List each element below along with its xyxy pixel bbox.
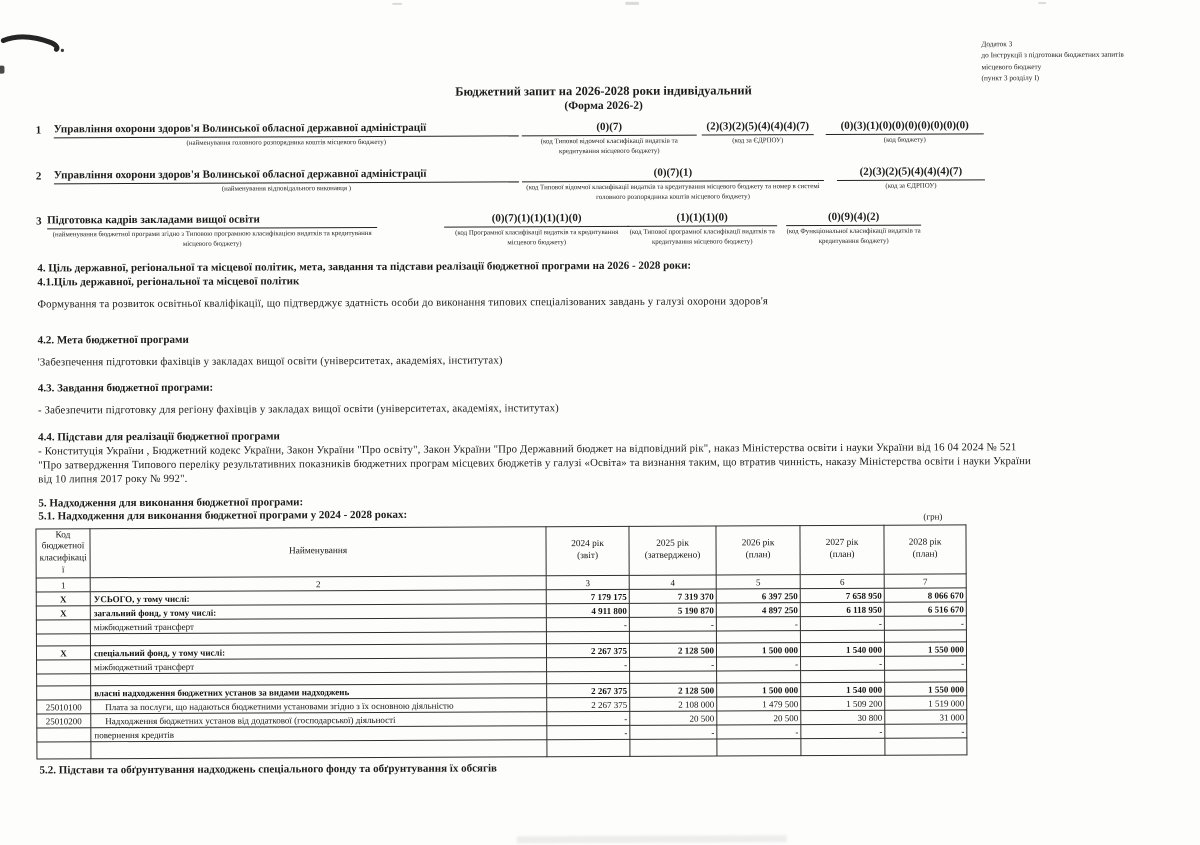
col-header-2024: 2024 рік (звіт) [546,526,629,575]
revenue-table-body [36,588,967,759]
row3-code3-value: (0)(9)(4)(2) [786,211,921,227]
row-1-number: 1 [35,124,42,137]
value-cell [546,631,629,643]
value-cell: - [885,724,967,738]
row2-code2-field [837,165,985,191]
value-cell: - [547,657,630,671]
scan-artifact [392,3,402,5]
value-cell: 8 066 670 [884,588,966,602]
row3-code1-value: (0)(7)(1)(1)(1)(1)(0) [444,212,629,228]
value-cell [801,738,885,755]
scan-artifact [517,835,787,843]
value-cell [630,671,717,683]
value-cell: 1 479 500 [717,697,801,711]
value-cell: 1 500 000 [716,643,800,657]
code-cell [37,742,91,759]
code-cell: X [36,606,90,620]
row-3-number: 3 [36,215,42,228]
revenue-table [35,524,967,759]
name-cell: повернення кредитів [91,726,547,742]
currency-note: (грн) [923,511,943,522]
row3-code1-caption: (код Програмної класифікації видатків та кредитування місцевого бюджету) [455,228,619,247]
table-header-row [36,525,966,578]
value-cell: 2 128 500 [630,683,717,697]
value-cell: - [801,724,885,738]
appendix-line: Додаток 3 [981,39,1013,49]
section-4-4-title: 4.4. Підстави для реалізації бюджетної програми [38,430,280,444]
code-cell: X [36,646,90,660]
code-cell: X [36,592,90,606]
value-cell: 30 800 [801,710,885,724]
section-5-2-title: 5.2. Підстави та обґрунтування надходжень спеціального фонду та обґрунтування їх обсягів [39,762,497,777]
col-header-2028: 2028 рік (план) [884,525,966,574]
code-cell [37,674,91,686]
code-cell: 25010200 [37,714,91,728]
appendix-line: до Інструкції з підготовки бюджетних запитів [981,50,1124,60]
value-cell: - [629,617,716,631]
row2-code1-caption: (код Типової відомчої класифікації видатків та кредитування місцевого бюджету та номер в системі головного розпорядника коштів місцевого бюджету) [526,183,820,201]
col-number: 6 [800,574,884,588]
name-cell: УСЬОГО, у тому числі: [90,590,546,606]
value-cell [800,630,884,642]
col-number: 7 [884,574,966,588]
value-cell: 6 118 950 [800,602,884,616]
row2-code1-value: (0)(7)(1) [522,166,824,182]
scan-artifact [625,2,639,5]
row2-code2-caption: (код за ЄДРПОУ) [885,182,937,190]
value-cell: 7 319 370 [629,589,716,603]
value-cell: - [547,725,630,739]
section-4-2-title: 4.2. Мета бюджетної програми [37,333,189,347]
value-cell: 1 509 200 [801,696,885,710]
pen-mark [0,28,70,58]
value-cell [885,738,967,755]
name-cell: загальний фонд, у тому числі: [90,604,546,620]
value-cell: - [716,617,800,631]
col-number: 1 [36,578,90,592]
col-number: 3 [546,575,629,589]
code-cell [37,728,91,742]
section-5-1-title: 5.1. Надходження для виконання бюджетної програми у 2024 - 2028 роках: [38,508,408,523]
value-cell: - [546,617,629,631]
scan-edge-mark [0,66,4,74]
form-title: Бюджетний запит на 2026-2028 роки індивідуальний [455,83,752,99]
row-2-number: 2 [35,170,42,183]
row1-code3-value: (0)(3)(1)(0)(0)(0)(0)(0)(0)(0) [826,119,984,135]
value-cell: 20 500 [630,711,717,725]
value-cell [630,739,717,756]
revenue-table-wrap [35,524,967,759]
name-cell: міжбюджетний трансферт [90,618,546,634]
col-header-2025: 2025 рік (затверджено) [629,526,716,575]
value-cell: - [800,616,884,630]
row2-code2-value: (2)(3)(2)(5)(4)(4)(4)(7) [837,165,985,181]
value-cell [717,671,801,683]
table-row [37,738,967,759]
col-header-code: Код бюджетної класифікаці ї [36,529,90,578]
col-number: 5 [716,575,800,589]
value-cell [884,630,966,642]
row3-code3-caption: (код Функціональної класифікації видатків та кредитування бюджету) [786,227,921,245]
row1-code1-caption: (код Типової відомчої класифікації видатків та кредитування місцевого бюджету) [540,137,678,155]
value-cell [547,671,630,683]
row2-code1-field [522,166,824,203]
value-cell: - [884,616,966,630]
program-name-caption: (найменування бюджетної програми згідно з Типовою програмною класифікацією видатків та кредитування місцевого бюджету) [52,229,372,248]
section-4-4-line: "Про затвердження Типового переліку результативних показників бюджетних програм місцевих бюджетів у галузі «Освіта» та визнання таким, що втратив чинність, наказу Міністерства освіти і науки України [38,455,1031,472]
col-header-2026: 2026 рік (план) [716,526,800,575]
row1-code1-value: (0)(7) [522,121,697,137]
row3-code2-value: (1)(1)(1)(0) [627,211,777,227]
row3-code1-field [444,212,629,248]
row1-code3-caption: (код бюджету) [883,136,926,144]
form-title-block [394,83,814,113]
col-header-name: Найменування [90,527,546,578]
value-cell: 1 540 000 [801,682,885,696]
value-cell: 1 519 000 [885,696,967,710]
program-name: Підготовка кадрів закладами вищої освіти [47,213,377,229]
row1-code2-caption: (код за ЄДРПОУ) [732,137,784,145]
name-cell: власні надходження бюджетних установ за видами надходжень [91,684,547,700]
section-5-title: 5. Надходження для виконання бюджетної програми: [38,496,304,510]
value-cell: - [717,725,801,739]
name-cell [91,740,547,759]
row1-code3-field [826,119,984,145]
row1-code2-value: (2)(3)(2)(5)(4)(4)(4)(7) [702,120,814,135]
code-cell: 25010100 [37,700,91,714]
value-cell: 31 000 [885,710,967,724]
appendix-note [981,37,1191,83]
col-header-2027: 2027 рік (план) [800,525,884,574]
value-cell: - [547,711,630,725]
value-cell: - [630,725,717,739]
scan-artifact [1038,2,1046,4]
value-cell: 2 128 500 [629,643,716,657]
value-cell: - [630,657,717,671]
value-cell: 1 500 000 [717,683,801,697]
value-cell: 20 500 [717,711,801,725]
main-spender-field [54,121,519,149]
value-cell: - [717,657,801,671]
value-cell [547,739,630,756]
row3-code3-field [786,211,921,247]
value-cell: 6 397 250 [716,589,800,603]
row1-code1-field [522,121,697,157]
value-cell [801,670,885,682]
row3-code2-field [627,211,777,247]
section-4-4-line: - Конституція України , Бюджетний кодекс України, Закон України "Про освіту", Закон України "Про Державний бюджет на відповідний рік", наказ Міністерства освіти і науки України від 16 04 2024 № 521 [38,441,1017,458]
code-cell [36,620,90,634]
value-cell: 4 897 250 [716,603,800,617]
section-4-4-line: від 10 липня 2017 року № 992". [38,472,188,486]
value-cell [885,670,967,682]
row1-code2-field [702,120,814,146]
value-cell [717,739,801,756]
name-cell: Плата за послуги, що надаються бюджетними установами згідно з їх основною діяльністю [91,698,547,714]
section-4-title: 4. Ціль державної, регіональної та місцевої політик, мета, завдання та підстави реалізації бюджетної програми на 2026 - 2028 роки: [37,259,692,275]
name-cell: спеціальний фонд, у тому числі: [90,644,546,660]
row3-code2-caption: (код Типової програмної класифікації видатків та кредитування місцевого бюджету) [629,228,775,246]
name-cell: Надходження бюджетних установ від додаткової (господарської) діяльності [91,712,547,728]
appendix-line: (пункт 3 розділу І) [981,72,1040,83]
program-name-field [47,213,377,250]
section-4-1-text: Формування та розвиток освітньої кваліфікації, що підтверджує здатність особи до виконання типових спеціалізованих завдань у галузі охорони здоров'я [37,295,769,311]
section-4-2-text: 'Забезпечення підготовки фахівців у закладах вищої освіти (університетах, академіях, інститутах) [37,354,503,369]
section-4-3-title: 4.3. Завдання бюджетної програми: [37,381,214,395]
section-4-1-title: 4.1.Ціль державної, регіональної та місцевої політик [37,275,300,289]
value-cell: 1 550 000 [885,682,967,696]
value-cell: 5 190 870 [629,603,716,617]
value-cell [716,631,800,643]
code-cell [37,686,91,700]
code-cell [36,634,90,646]
value-cell: 4 911 800 [546,603,629,617]
value-cell: 7 658 950 [800,588,884,602]
main-spender-caption: (найменування головного розпорядника коштів місцевого бюджету) [186,138,387,147]
section-4-3-text: - Забезпечити підготовку для регіону фахівців у закладах вищої освіти (університетах, академіях, інститутах) [37,402,559,417]
col-number: 4 [629,575,716,589]
form-subtitle: (Форма 2026-2) [564,99,643,113]
executor-caption: (найменування відповідального виконавця ) [221,185,352,193]
main-spender-name: Управління охорони здоров'я Волинської обласної державної адміністрації [54,121,519,138]
appendix-line: місцевого бюджету [981,61,1042,71]
value-cell: 2 267 375 [547,697,630,711]
executor-name: Управління охорони здоров'я Волинської обласної державної адміністрації [54,167,519,184]
value-cell: 7 179 175 [546,589,629,603]
value-cell: 2 267 375 [546,643,629,657]
value-cell: 1 540 000 [800,642,884,656]
value-cell: 2 267 375 [547,683,630,697]
value-cell: 2 108 000 [630,697,717,711]
name-cell: міжбюджетний трансферт [91,658,547,674]
executor-field [54,167,519,195]
value-cell: 6 516 670 [884,602,966,616]
value-cell [629,631,716,643]
value-cell: - [801,656,885,670]
value-cell: 1 550 000 [884,642,966,656]
col-number: 2 [90,576,546,592]
code-cell [37,660,91,674]
value-cell: - [885,656,967,670]
